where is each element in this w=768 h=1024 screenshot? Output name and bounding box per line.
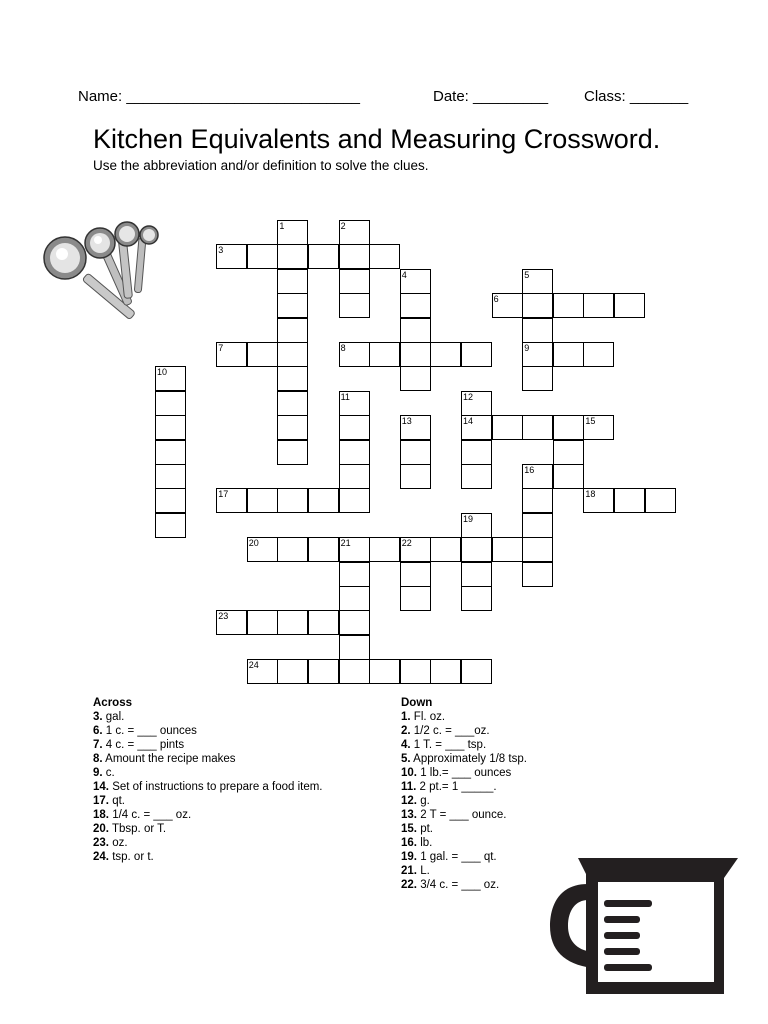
crossword-cell[interactable] xyxy=(553,440,584,465)
down-clues xyxy=(401,696,527,892)
crossword-cell[interactable] xyxy=(461,659,492,684)
crossword-cell[interactable] xyxy=(216,244,247,269)
crossword-cell[interactable] xyxy=(461,537,492,562)
down-heading: Down xyxy=(401,697,433,709)
crossword-cell[interactable] xyxy=(614,293,645,318)
crossword-cell[interactable] xyxy=(339,464,370,489)
crossword-cell[interactable] xyxy=(277,415,308,440)
page-subtitle: Use the abbreviation and/or definition to solve the clues. xyxy=(93,158,429,173)
crossword-cell[interactable] xyxy=(400,415,431,440)
clue-item: 6. 1 c. = ___ ounces xyxy=(93,725,197,737)
crossword-cell[interactable] xyxy=(522,464,553,489)
clue-number: 17 xyxy=(218,489,229,500)
crossword-cell[interactable] xyxy=(583,415,614,440)
crossword-cell[interactable] xyxy=(308,659,339,684)
crossword-cell[interactable] xyxy=(461,586,492,611)
crossword-cell[interactable] xyxy=(461,415,492,440)
clue-number: 23 xyxy=(218,611,229,622)
crossword-cell[interactable] xyxy=(553,293,584,318)
crossword-cell[interactable] xyxy=(339,269,370,294)
crossword-cell[interactable] xyxy=(553,415,584,440)
clue-number: 16 xyxy=(524,465,535,475)
clue-number: 14 xyxy=(463,416,474,427)
clue-number: 21 xyxy=(340,538,351,549)
measuring-cup-icon xyxy=(548,852,740,997)
crossword-cell[interactable] xyxy=(155,488,186,513)
clue-item: 21. L. xyxy=(401,865,430,877)
clue-number: 3 xyxy=(218,245,224,256)
crossword-cell[interactable] xyxy=(400,562,431,587)
crossword-cell[interactable] xyxy=(339,586,370,611)
clue-item: 11. 2 pt.= 1 _____. xyxy=(401,781,497,793)
crossword-cell[interactable] xyxy=(522,488,553,513)
clue-number: 24 xyxy=(248,660,259,671)
crossword-cell[interactable] xyxy=(339,220,370,245)
clue-item: 8. Amount the recipe makes xyxy=(93,753,236,765)
clue-item: 23. oz. xyxy=(93,837,128,849)
clue-item: 18. 1/4 c. = ___ oz. xyxy=(93,809,192,821)
crossword-cell[interactable] xyxy=(339,562,370,587)
crossword-cell[interactable] xyxy=(247,488,278,513)
clue-number: 13 xyxy=(401,416,412,427)
clue-item: 20. Tbsp. or T. xyxy=(93,823,167,835)
crossword-cell[interactable] xyxy=(430,537,461,562)
crossword-cell[interactable] xyxy=(277,269,308,294)
crossword-cell[interactable] xyxy=(553,342,584,367)
crossword-cell[interactable] xyxy=(155,415,186,440)
crossword-cell[interactable] xyxy=(400,537,431,562)
crossword-cell[interactable] xyxy=(430,342,461,367)
crossword-cell[interactable] xyxy=(339,391,370,416)
clue-number: 11 xyxy=(340,391,350,402)
crossword-cell[interactable] xyxy=(369,659,400,684)
clue-item: 24. tsp. or t. xyxy=(93,851,154,863)
crossword-cell[interactable] xyxy=(247,610,278,635)
crossword-cell[interactable] xyxy=(155,513,186,538)
clue-item: 10. 1 lb.= ___ ounces xyxy=(401,767,512,779)
clue-number: 12 xyxy=(463,391,474,402)
clue-item: 15. pt. xyxy=(401,823,433,835)
crossword-cell[interactable] xyxy=(277,318,308,343)
crossword-cell[interactable] xyxy=(400,659,431,684)
crossword-cell[interactable] xyxy=(155,464,186,489)
crossword-cell[interactable] xyxy=(461,342,492,367)
crossword-cell[interactable] xyxy=(277,610,308,635)
class-field-label: Class: _______ xyxy=(584,88,689,105)
crossword-cell[interactable] xyxy=(247,342,278,367)
clue-number: 1 xyxy=(279,221,285,231)
crossword-cell[interactable] xyxy=(522,562,553,587)
crossword-cell[interactable] xyxy=(400,318,431,343)
crossword-cell[interactable] xyxy=(155,440,186,465)
clue-item: 7. 4 c. = ___ pints xyxy=(93,739,185,751)
crossword-cell[interactable] xyxy=(430,659,461,684)
clue-number: 7 xyxy=(218,343,224,353)
crossword-cell[interactable] xyxy=(461,513,492,538)
crossword-cell[interactable] xyxy=(155,366,186,391)
crossword-cell[interactable] xyxy=(522,269,553,294)
clue-item: 9. c. xyxy=(93,767,115,779)
clue-number: 2 xyxy=(340,221,346,231)
clue-item: 17. qt. xyxy=(93,795,125,807)
clue-number: 20 xyxy=(248,538,259,549)
crossword-cell[interactable] xyxy=(216,610,247,635)
crossword-cell[interactable] xyxy=(522,415,553,440)
clue-number: 8 xyxy=(340,343,346,353)
clue-item: 4. 1 T. = ___ tsp. xyxy=(401,739,487,751)
crossword-cell[interactable] xyxy=(247,244,278,269)
page-title: Kitchen Equivalents and Measuring Crossword. xyxy=(93,124,661,154)
crossword-cell[interactable] xyxy=(461,440,492,465)
crossword-cell[interactable] xyxy=(216,342,247,367)
crossword-cell[interactable] xyxy=(339,635,370,660)
clue-number: 15 xyxy=(585,416,596,427)
crossword-cell[interactable] xyxy=(277,488,308,513)
crossword-cell[interactable] xyxy=(522,318,553,343)
crossword-cell[interactable] xyxy=(522,342,553,367)
crossword-cell[interactable] xyxy=(400,464,431,489)
crossword-cell[interactable] xyxy=(583,342,614,367)
crossword-cell[interactable] xyxy=(339,610,370,635)
crossword-cell[interactable] xyxy=(400,366,431,391)
crossword-cell[interactable] xyxy=(400,293,431,318)
clue-item: 12. g. xyxy=(401,795,430,807)
date-field-label: Date: _________ xyxy=(433,88,549,105)
crossword-cell[interactable] xyxy=(645,488,676,513)
clue-item: 3. gal. xyxy=(93,711,125,723)
crossword-cell[interactable] xyxy=(247,537,278,562)
clue-item: 5. Approximately 1/8 tsp. xyxy=(401,753,527,765)
crossword-cell[interactable] xyxy=(339,537,370,562)
clue-number: 9 xyxy=(524,343,530,353)
crossword-cell[interactable] xyxy=(461,464,492,489)
crossword-cell[interactable] xyxy=(614,488,645,513)
clue-number: 10 xyxy=(157,367,168,378)
crossword-cell[interactable] xyxy=(277,220,308,245)
crossword-cell[interactable] xyxy=(492,415,523,440)
crossword-cell[interactable] xyxy=(277,366,308,391)
crossword-cell[interactable] xyxy=(339,488,370,513)
name-field-label: Name: ____________________________ xyxy=(78,88,360,105)
clue-number: 5 xyxy=(524,269,530,280)
crossword-cell[interactable] xyxy=(522,293,553,318)
crossword-cell[interactable] xyxy=(369,244,400,269)
crossword-cell[interactable] xyxy=(277,440,308,465)
crossword-cell[interactable] xyxy=(369,537,400,562)
crossword-cell[interactable] xyxy=(277,293,308,318)
clue-item: 22. 3/4 c. = ___ oz. xyxy=(401,879,500,891)
crossword-cell[interactable] xyxy=(308,244,339,269)
crossword-cell[interactable] xyxy=(277,391,308,416)
crossword-cell[interactable] xyxy=(400,586,431,611)
clue-number: 19 xyxy=(463,513,474,524)
clue-item: 2. 1/2 c. = ___oz. xyxy=(401,725,490,737)
crossword-cell[interactable] xyxy=(277,537,308,562)
crossword-cell[interactable] xyxy=(247,659,278,684)
crossword-cell[interactable] xyxy=(155,391,186,416)
crossword-cell[interactable] xyxy=(339,440,370,465)
crossword-cell[interactable] xyxy=(492,537,523,562)
crossword-cell[interactable] xyxy=(369,342,400,367)
across-heading: Across xyxy=(93,697,132,709)
crossword-cell[interactable] xyxy=(277,244,308,269)
crossword-cell[interactable] xyxy=(553,464,584,489)
crossword-cell[interactable] xyxy=(308,610,339,635)
crossword-cell[interactable] xyxy=(339,415,370,440)
crossword-cell[interactable] xyxy=(308,537,339,562)
crossword-cell[interactable] xyxy=(522,366,553,391)
crossword-cell[interactable] xyxy=(277,342,308,367)
crossword-cell[interactable] xyxy=(461,562,492,587)
clue-item: 1. Fl. oz. xyxy=(401,711,446,723)
crossword-cell[interactable] xyxy=(339,293,370,318)
crossword-cell[interactable] xyxy=(400,269,431,294)
crossword-cell[interactable] xyxy=(522,513,553,538)
crossword-cell[interactable] xyxy=(400,342,431,367)
clue-number: 4 xyxy=(401,269,407,280)
clue-item: 14. Set of instructions to prepare a food item. xyxy=(93,781,323,793)
clue-item: 19. 1 gal. = ___ qt. xyxy=(401,851,497,863)
clue-number: 6 xyxy=(493,294,499,305)
crossword-cell[interactable] xyxy=(339,659,370,684)
crossword-cell[interactable] xyxy=(339,244,370,269)
crossword-cell[interactable] xyxy=(216,488,247,513)
across-clues xyxy=(93,696,323,864)
crossword-cell[interactable] xyxy=(400,440,431,465)
crossword-cell[interactable] xyxy=(461,391,492,416)
crossword-cell[interactable] xyxy=(277,659,308,684)
crossword-cell[interactable] xyxy=(522,537,553,562)
crossword-cell[interactable] xyxy=(492,293,523,318)
crossword-cell[interactable] xyxy=(583,488,614,513)
crossword-cell[interactable] xyxy=(308,488,339,513)
clue-number: 22 xyxy=(401,538,412,549)
clue-number: 18 xyxy=(585,489,596,500)
crossword-cell[interactable] xyxy=(583,293,614,318)
crossword-cell[interactable] xyxy=(339,342,370,367)
clue-item: 16. lb. xyxy=(401,837,433,849)
clue-item: 13. 2 T = ___ ounce. xyxy=(401,809,507,821)
